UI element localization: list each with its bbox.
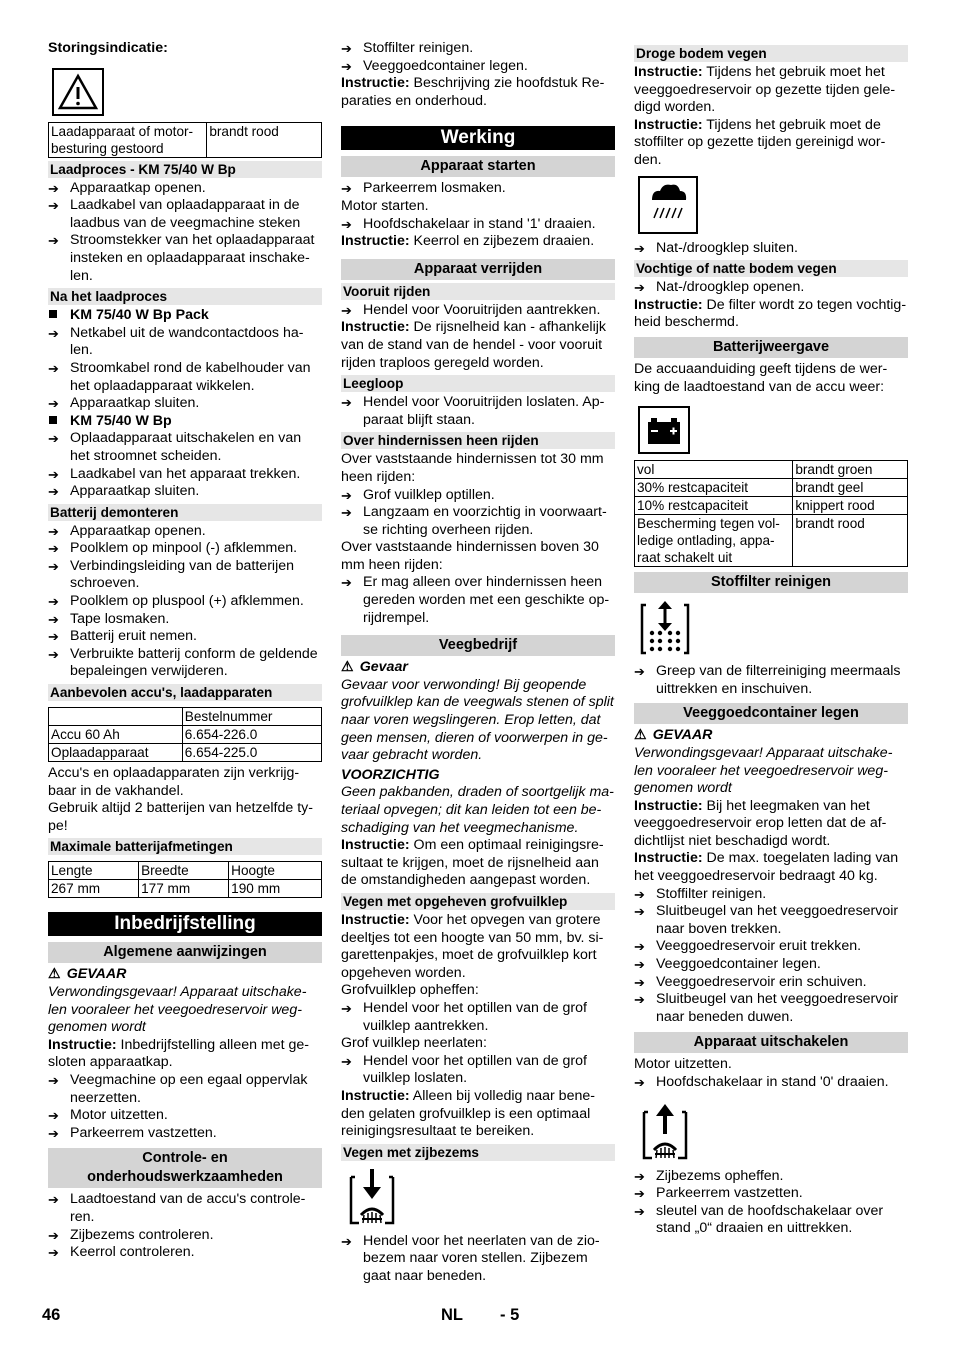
instruction: Instructie: Inbedrijfstelling alleen met ge-sloten apparaatkap. bbox=[48, 1036, 310, 1071]
list-item-text: Veeggoedcontainer legen. bbox=[363, 57, 528, 74]
hindernissen-steps bbox=[341, 487, 615, 540]
table-cell: Accu 60 Ah bbox=[49, 726, 183, 744]
container-steps bbox=[634, 886, 908, 1027]
table-cell: vol bbox=[635, 461, 793, 479]
table-cell: 177 mm bbox=[139, 880, 229, 898]
list-item bbox=[48, 593, 322, 611]
hindernissen-text: Over vaststaande hindernissen boven 30 mm heen rijden: bbox=[341, 539, 599, 573]
list-item bbox=[48, 197, 322, 232]
arrow-right-icon: ➔ bbox=[341, 1233, 352, 1249]
werking-heading: Werking bbox=[341, 126, 615, 150]
hindernissen-text: Over vaststaande hindernissen tot 30 mm heen rijden: bbox=[341, 451, 604, 485]
side-brush-lower-icon bbox=[345, 1167, 399, 1227]
list-item: ➔ Nat-/droogklep sluiten. bbox=[634, 239, 798, 256]
table-row bbox=[49, 862, 322, 880]
table-cell: 30% restcapaciteit bbox=[635, 479, 793, 497]
list-item: ➔ Hoofdschakelaar in stand '1' draaien. bbox=[341, 215, 596, 232]
list-item-text: Motor uitzetten. bbox=[70, 1107, 168, 1124]
table-cell: brandt rood bbox=[207, 122, 322, 157]
square-bullet-icon bbox=[49, 310, 57, 318]
list-item-text: Veegmachine op een egaal oppervlak neerzetten. bbox=[70, 1071, 308, 1106]
table-cell: 6.654-226.0 bbox=[182, 726, 321, 744]
column-3 bbox=[634, 40, 908, 1238]
list-item-text: Stroomstekker van het oplaadapparaat insteken en oplaadapparaat inschake-len. bbox=[70, 232, 315, 284]
grof-text: Grof vuilklep neerlaten: bbox=[341, 1035, 487, 1052]
list-item bbox=[634, 1168, 908, 1186]
instruction: Instructie: Tijdens het gebruik moet de stoffilter op gezette tijden gereinigd wor-den. bbox=[634, 116, 886, 168]
list-item-text: Apparaatkap openen. bbox=[70, 522, 206, 539]
arrow-right-icon: ➔ bbox=[341, 575, 352, 591]
instruction: Instructie: Tijdens het gebruik moet het veeggoedreservoir op gezette tijden gele-digd worden. bbox=[634, 64, 896, 116]
stoffilter-title: Stoffilter reinigen bbox=[634, 572, 908, 593]
arrow-right-icon: ➔ bbox=[48, 1108, 59, 1124]
list-item-text: Verbindingsleiding van de batterijen schroeven. bbox=[70, 557, 295, 592]
voorzichtig-text: Geen pakbanden, draden of soortgelijk ma-teriaal opvegen; dit kan leiden tot een be-schadiging van het veegmechanisme. bbox=[341, 784, 614, 836]
table-cell: Lengte bbox=[49, 862, 139, 880]
instruction: Instructie: Bij het leegmaken van het veeggoedreservoir erop letten dat de af-dichtlijst niet beschadigd wordt. bbox=[634, 797, 887, 849]
arrow-right-icon: ➔ bbox=[634, 1203, 645, 1219]
arrow-right-icon: ➔ bbox=[48, 484, 59, 500]
list-item-text: Veeggoedcontainer legen. bbox=[656, 956, 821, 973]
controle-steps bbox=[48, 1191, 322, 1261]
column-2 bbox=[341, 40, 615, 1285]
apparaat-starten-title: Apparaat starten bbox=[341, 156, 615, 177]
arrow-right-icon: ➔ bbox=[48, 396, 59, 412]
list-item-text: Tape losmaken. bbox=[70, 610, 170, 627]
list-item bbox=[634, 886, 908, 904]
list-item bbox=[48, 325, 322, 360]
arrow-right-icon: ➔ bbox=[341, 1053, 352, 1069]
table-cell: knippert rood bbox=[793, 497, 908, 515]
list-item-text: Veeggoedreservoir eruit trekken. bbox=[656, 938, 862, 955]
top-steps bbox=[341, 40, 615, 75]
warning-triangle-icon bbox=[52, 68, 104, 116]
table-cell: Hoogte bbox=[229, 862, 322, 880]
gevaar-label: ⚠ GEVAAR bbox=[634, 727, 713, 744]
list-item-text: Apparaatkap sluiten. bbox=[70, 395, 200, 412]
warning-small-icon: ⚠ bbox=[634, 727, 647, 744]
wet-dry-flap-icon bbox=[638, 176, 698, 234]
table-cell: Bestelnummer bbox=[182, 708, 321, 726]
arrow-right-icon: ➔ bbox=[48, 325, 59, 341]
batterijweergave-title: Batterijweergave bbox=[634, 337, 908, 358]
arrow-right-icon: ➔ bbox=[634, 939, 645, 955]
arrow-right-icon: ➔ bbox=[48, 1192, 59, 1208]
arrow-right-icon: ➔ bbox=[634, 992, 645, 1008]
list-item-text: Veeggoedreservoir erin schuiven. bbox=[656, 973, 867, 990]
list-item-text: sleutel van de hoofdschakelaar over stand „0“ draaien en uittrekken. bbox=[656, 1202, 884, 1237]
na-bp-steps bbox=[48, 430, 322, 500]
arrow-right-icon: ➔ bbox=[634, 1186, 645, 1202]
grof-text: Grofvuilklep opheffen: bbox=[341, 982, 479, 999]
list-item-text: Stoffilter reinigen. bbox=[656, 885, 767, 902]
instruction: Instructie: De rijsnelheid kan - afhankelijk van de stand van de hendel - voor vooruit rijden traploos geregeld worden. bbox=[341, 319, 606, 371]
list-item bbox=[48, 232, 322, 285]
arrow-right-icon: ➔ bbox=[48, 629, 59, 645]
table-row bbox=[49, 726, 322, 744]
list-item bbox=[48, 611, 322, 629]
list-item-text: Laadkabel van het apparaat trekken. bbox=[70, 465, 301, 482]
accu-table bbox=[48, 707, 322, 762]
list-item bbox=[48, 360, 322, 395]
arrow-right-icon: ➔ bbox=[341, 41, 352, 56]
list-item-text: Batterij eruit nemen. bbox=[70, 628, 197, 645]
batterij-steps bbox=[48, 523, 322, 681]
controle-title: Controle- en onderhoudswerkzaamheden bbox=[48, 1148, 322, 1188]
table-cell: 267 mm bbox=[49, 880, 139, 898]
arrow-right-icon: ➔ bbox=[48, 1245, 59, 1261]
table-cell: Bescherming tegen vol-ledige ontlading, appa-raat schakelt uit bbox=[635, 515, 793, 567]
instruction: Instructie: Voor het opvegen van grotere deeltjes tot een hoogte van 50 mm, bv. si-garettenpakjes, moet de grofvuilklep kort opgeheven worden. bbox=[341, 911, 604, 981]
list-item-text: Stroomkabel rond de kabelhouder van het oplaadapparaat wikkelen. bbox=[70, 359, 311, 394]
arrow-right-icon: ➔ bbox=[48, 611, 59, 627]
accu-title: Aanbevolen accu's, laadapparaten bbox=[48, 684, 322, 701]
hindernissen-title: Over hindernissen heen rijden bbox=[341, 432, 615, 449]
list-item: KM 75/40 W Bp bbox=[48, 413, 322, 431]
list-item bbox=[48, 180, 322, 198]
list-item bbox=[634, 903, 908, 938]
list-item bbox=[48, 466, 322, 484]
arrow-right-icon: ➔ bbox=[634, 1168, 645, 1184]
instruction: Instructie: Beschrijving zie hoofdstuk Re-paraties en onderhoud. bbox=[341, 75, 605, 109]
list-item bbox=[48, 1125, 322, 1143]
gevaar-text: Verwondingsgevaar! Apparaat uitschake-len vooraleer het veegoedreservoir weg-genomen wordt bbox=[634, 744, 893, 797]
list-item bbox=[48, 558, 322, 593]
arrow-right-icon: ➔ bbox=[48, 431, 59, 447]
algemene-steps bbox=[48, 1072, 322, 1142]
natte-bodem-title: Vochtige of natte bodem vegen bbox=[634, 260, 908, 277]
arrow-right-icon: ➔ bbox=[634, 904, 645, 920]
zijbezems-title: Vegen met zijbezems bbox=[341, 1144, 615, 1161]
accu-note: Accu's en oplaadapparaten zijn verkrijg-baar in de vakhandel. bbox=[48, 765, 300, 799]
list-item bbox=[48, 628, 322, 646]
arrow-right-icon: ➔ bbox=[341, 302, 352, 318]
uit-text: Motor uitzetten. bbox=[634, 1056, 732, 1073]
list-item-text: Verbruikte batterij conform de geldende bepaleingen verwijderen. bbox=[70, 645, 318, 680]
arrow-right-icon: ➔ bbox=[48, 1227, 59, 1243]
instruction: Instructie: Keerrol en zijbezem draaien. bbox=[341, 233, 595, 250]
filter-cleaning-icon bbox=[638, 599, 692, 657]
list-item-text: Apparaatkap sluiten. bbox=[70, 483, 200, 500]
arrow-right-icon: ➔ bbox=[48, 198, 59, 214]
droge-bodem-title: Droge bodem vegen bbox=[634, 45, 908, 62]
list-item bbox=[48, 1107, 322, 1125]
arrow-right-icon: ➔ bbox=[341, 505, 352, 521]
list-item bbox=[48, 1191, 322, 1226]
list-item: ➔ Hendel voor het neerlaten van de zio-bezem naar voren stellen. Zijbezem gaat naar beneden. bbox=[341, 1232, 600, 1284]
warning-small-icon: ⚠ bbox=[48, 966, 61, 983]
veeggoedcontainer-title: Veeggoedcontainer legen bbox=[634, 703, 908, 724]
instruction: Instructie: Alleen bij volledig naar bene-den gelaten grofvuilklep is een optimaal reinigingsresultaat te bereiken. bbox=[341, 1087, 595, 1140]
batterij-demonteren-title: Batterij demonteren bbox=[48, 504, 322, 521]
table-row bbox=[635, 461, 908, 479]
apparaat-uitschakelen-title: Apparaat uitschakelen bbox=[634, 1032, 908, 1053]
uit-steps bbox=[634, 1168, 908, 1238]
list-item: ➔ Hendel voor het optillen van de grof vuilklep loslaten. bbox=[341, 1052, 587, 1087]
table-row bbox=[635, 479, 908, 497]
arrow-right-icon: ➔ bbox=[634, 240, 645, 256]
list-item bbox=[48, 646, 322, 681]
max-afmetingen-title: Maximale batterijafmetingen bbox=[48, 838, 322, 855]
list-item bbox=[48, 540, 322, 558]
table-row bbox=[49, 880, 322, 898]
sub-page-number: - 5 bbox=[500, 1306, 520, 1324]
list-item bbox=[341, 504, 615, 539]
list-item bbox=[634, 991, 908, 1026]
accu-note: Gebruik altijd 2 batterijen van hetzelfde ty-pe! bbox=[48, 800, 313, 834]
list-item bbox=[48, 395, 322, 413]
arrow-right-icon: ➔ bbox=[634, 957, 645, 973]
inbedrijfstelling-heading: Inbedrijfstelling bbox=[48, 912, 322, 936]
grofvuilklep-title: Vegen met opgeheven grofvuilklep bbox=[341, 893, 615, 910]
table-row bbox=[49, 744, 322, 762]
table-row bbox=[635, 515, 908, 567]
list-item bbox=[48, 1072, 322, 1107]
list-item-text: Laadkabel van oplaadapparaat in de laadbus van de veegmachine steken bbox=[70, 197, 301, 231]
list-item-text: Sluitbeugel van het veeggoedreservoir naar boven trekken. bbox=[656, 903, 899, 937]
list-item: ➔ Hendel voor Vooruitrijden aantrekken. bbox=[341, 301, 601, 318]
list-item bbox=[341, 58, 615, 76]
list-item bbox=[48, 523, 322, 541]
arrow-right-icon: ➔ bbox=[48, 1072, 59, 1088]
instruction: Instructie: Om een optimaal reinigingsre-sultaat te krijgen, moet de rijsnelheid aan de omstandigheden aangepast worden. bbox=[341, 837, 604, 889]
apparaat-verrijden-title: Apparaat verrijden bbox=[341, 259, 615, 280]
list-item bbox=[341, 40, 615, 58]
arrow-right-icon: ➔ bbox=[48, 180, 59, 196]
table-cell: 10% restcapaciteit bbox=[635, 497, 793, 515]
list-item-text: Stoffilter reinigen. bbox=[363, 40, 474, 56]
table-row bbox=[635, 497, 908, 515]
list-item-text: Er mag alleen over hindernissen heen gereden worden met een geschikte op-rijdrempel. bbox=[363, 574, 610, 626]
list-item bbox=[48, 1227, 322, 1245]
list-item-text: Langzaam en voorzichtig in voorwaart-se richting overheen rijden. bbox=[363, 504, 607, 538]
arrow-right-icon: ➔ bbox=[341, 216, 352, 232]
table-cell: 6.654-225.0 bbox=[182, 744, 321, 762]
instruction: Instructie: De max. toegelaten lading van het veeggoedreservoir bedraagt 40 kg. bbox=[634, 850, 899, 885]
list-item-text: Apparaatkap openen. bbox=[70, 179, 206, 196]
arrow-right-icon: ➔ bbox=[48, 523, 59, 539]
table-cell: Oplaadapparaat bbox=[49, 744, 183, 762]
arrow-right-icon: ➔ bbox=[48, 646, 59, 662]
page-number: 46 bbox=[42, 1306, 61, 1324]
list-item: ➔ Hendel voor Vooruitrijden loslaten. Ap-paraat blijft staan. bbox=[341, 394, 605, 428]
list-item bbox=[634, 938, 908, 956]
table-row bbox=[49, 122, 322, 157]
list-item-text: Poolklem op minpool (-) afklemmen. bbox=[70, 540, 298, 557]
list-item-text: Grof vuilklep optillen. bbox=[363, 486, 495, 503]
list-item bbox=[48, 1244, 322, 1262]
gevaar-label: ⚠ Gevaar bbox=[341, 659, 408, 676]
list-item bbox=[48, 430, 322, 465]
table-cell: 190 mm bbox=[229, 880, 322, 898]
arrow-right-icon: ➔ bbox=[341, 58, 352, 74]
algemene-aanwijzingen-title: Algemene aanwijzingen bbox=[48, 942, 322, 963]
arrow-right-icon: ➔ bbox=[341, 181, 352, 197]
max-afmetingen-table bbox=[48, 861, 322, 898]
list-item-text: Parkeerrem vastzetten. bbox=[70, 1124, 217, 1141]
instruction: Instructie: De filter wordt zo tegen vochtig-heid beschermd. bbox=[634, 296, 907, 331]
arrow-right-icon: ➔ bbox=[48, 233, 59, 249]
list-item-text: Zijbezems opheffen. bbox=[656, 1167, 784, 1184]
column-1 bbox=[48, 40, 322, 1262]
arrow-right-icon: ➔ bbox=[48, 1125, 59, 1141]
table-cell: brandt rood bbox=[793, 515, 908, 567]
arrow-right-icon: ➔ bbox=[634, 280, 645, 296]
arrow-right-icon: ➔ bbox=[634, 1075, 645, 1090]
list-item-text: Poolklem op pluspool (+) afklemmen. bbox=[70, 593, 304, 610]
leegloop-title: Leegloop bbox=[341, 375, 615, 392]
list-item bbox=[634, 1185, 908, 1203]
hindernissen-steps bbox=[341, 574, 615, 627]
list-item: ➔ Nat-/droogklep openen. bbox=[634, 279, 805, 296]
language-code: NL bbox=[441, 1306, 463, 1324]
square-bullet-icon bbox=[49, 416, 57, 424]
laadproces-title: Laadproces - KM 75/40 W Bp bbox=[48, 161, 322, 178]
batt-text: De accuaanduiding geeft tijdens de wer-king de laadtoestand van de accu weer: bbox=[634, 360, 888, 395]
list-item bbox=[634, 956, 908, 974]
list-item-text: Oplaadapparaat uitschakelen en van het stroomnet scheiden. bbox=[70, 430, 302, 464]
list-item: ➔ Hendel voor het optillen van de grof vuilklep aantrekken. bbox=[341, 999, 587, 1034]
storing-title: Storingsindicatie: bbox=[48, 40, 168, 56]
arrow-right-icon: ➔ bbox=[341, 487, 352, 503]
batterij-table bbox=[634, 460, 908, 567]
na-pack-steps bbox=[48, 325, 322, 413]
laadproces-steps bbox=[48, 180, 322, 286]
table-row bbox=[49, 708, 322, 726]
list-item: ➔ Parkeerrem losmaken. bbox=[341, 180, 506, 197]
list-item bbox=[634, 1203, 908, 1238]
na-laadproces-title: Na het laadproces bbox=[48, 288, 322, 305]
list-item bbox=[341, 574, 615, 627]
list-item bbox=[341, 487, 615, 505]
warning-small-icon: ⚠ bbox=[341, 659, 354, 676]
list-item-text: Keerrol controleren. bbox=[70, 1244, 195, 1261]
arrow-right-icon: ➔ bbox=[48, 558, 59, 574]
arrow-right-icon: ➔ bbox=[634, 974, 645, 990]
list-item-text: Laadtoestand van de accu's controle-ren. bbox=[70, 1191, 306, 1225]
gevaar-label: ⚠ GEVAAR bbox=[48, 966, 127, 983]
table-cell: brandt geel bbox=[793, 479, 908, 497]
arrow-right-icon: ➔ bbox=[48, 466, 59, 482]
arrow-right-icon: ➔ bbox=[341, 395, 352, 411]
table-cell: brandt groen bbox=[793, 461, 908, 479]
gevaar-text: Verwondingsgevaar! Apparaat uitschake-len vooraleer het veegoedreservoir weg-genomen wordt bbox=[48, 984, 307, 1036]
arrow-right-icon: ➔ bbox=[634, 664, 645, 680]
table-cell bbox=[49, 708, 183, 726]
voorzichtig-label: VOORZICHTIG bbox=[341, 766, 440, 783]
side-brush-raise-icon bbox=[638, 1102, 692, 1162]
table-cell: Laadapparaat of motor-besturing gestoord bbox=[49, 122, 207, 157]
list-item: KM 75/40 W Bp Pack bbox=[48, 307, 322, 325]
gevaar-text: Gevaar voor verwonding! Bij geopende grofvuilklep kan de veegwals stenen of split naar voren wegslingeren. Erop letten, dat geen mensen, dieren of voorwerpen in ge-vaar gebracht worden. bbox=[341, 676, 614, 764]
list-item: ➔ Hoofdschakelaar in stand '0' draaien. bbox=[634, 1074, 889, 1090]
list-item bbox=[634, 974, 908, 992]
list-item bbox=[48, 483, 322, 501]
arrow-right-icon: ➔ bbox=[341, 1000, 352, 1016]
list-item-text: Sluitbeugel van het veeggoedreservoir naar beneden duwen. bbox=[656, 991, 899, 1025]
table-cell: Breedte bbox=[139, 862, 229, 880]
battery-icon bbox=[638, 406, 690, 454]
storing-table bbox=[48, 122, 322, 158]
list-item-text: Zijbezems controleren. bbox=[70, 1226, 214, 1243]
list-item-text: Netkabel uit de wandcontactdoos ha-len. bbox=[70, 324, 304, 359]
vooruit-title: Vooruit rijden bbox=[341, 283, 615, 300]
list-item-text: Parkeerrem vastzetten. bbox=[656, 1185, 803, 1202]
starten-text: Motor starten. bbox=[341, 197, 429, 214]
arrow-right-icon: ➔ bbox=[48, 594, 59, 610]
arrow-right-icon: ➔ bbox=[48, 541, 59, 557]
list-item: ➔ Greep van de filterreiniging meermaals uittrekken en inschuiven. bbox=[634, 663, 901, 697]
arrow-right-icon: ➔ bbox=[634, 886, 645, 902]
arrow-right-icon: ➔ bbox=[48, 360, 59, 376]
veegbedrijf-title: Veegbedrijf bbox=[341, 635, 615, 656]
